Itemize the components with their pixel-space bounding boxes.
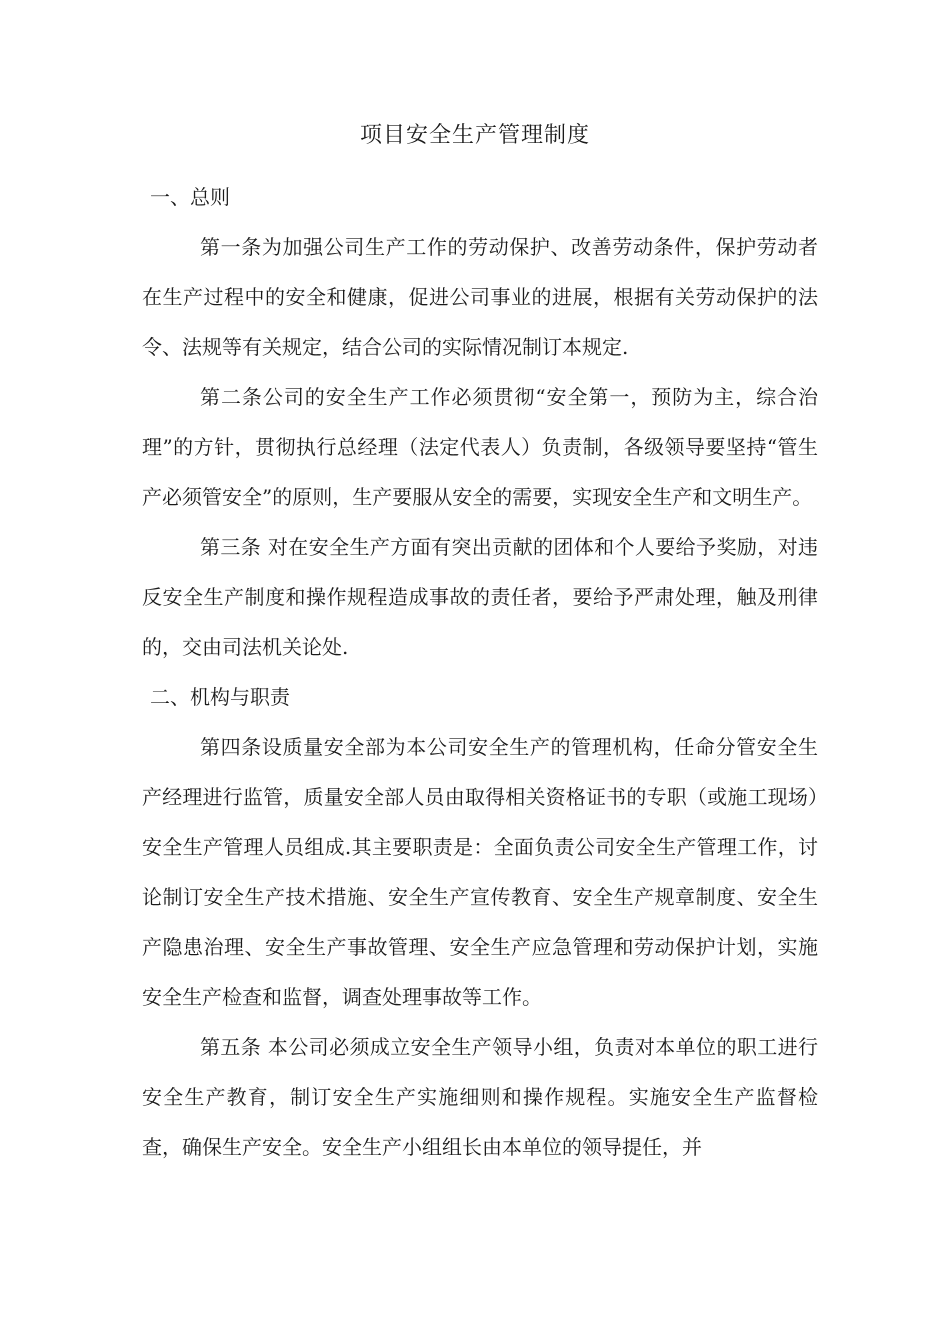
document-title: 项目安全生产管理制度: [359, 123, 590, 148]
article-5-paragraph: 第五条 本公司必须成立安全生产领导小组，负责对本单位的职工进行安全生产教育，制订安全生产实施细则和操作规程。实施安全生产监督检查，确保生产安全。安全生产小组组长由本单位的领导提任，并: [142, 1035, 818, 1159]
article-2-paragraph: 第二条公司的安全生产工作必须贯彻“安全第一，预防为主，综合治理”的方针，贯彻执行总经理（法定代表人）负责制，各级领导要坚持“管生产必须管安全”的原则，生产要服从安全的需要，实现安全生产和文明生产。: [142, 385, 818, 509]
section-heading-general: 一、总则: [150, 185, 230, 209]
document-body: [142, 172, 818, 1172]
section-heading-organization: 二、机构与职责: [150, 685, 290, 709]
article-1-paragraph: 第一条为加强公司生产工作的劳动保护、改善劳动条件，保护劳动者在生产过程中的安全和健康，促进公司事业的进展，根据有关劳动保护的法令、法规等有关规定，结合公司的实际情况制订本规定.: [142, 235, 818, 359]
article-3-paragraph: 第三条 对在安全生产方面有突出贡献的团体和个人要给予奖励，对违反安全生产制度和操作规程造成事故的责任者，要给予严肃处理，触及刑律的，交由司法机关论处.: [142, 535, 818, 659]
article-4-paragraph: 第四条设质量安全部为本公司安全生产的管理机构，任命分管安全生产经理进行监管，质量安全部人员由取得相关资格证书的专职（或施工现场）安全生产管理人员组成.其主要职责是：全面负责公司安全生产管理工作，讨论制订安全生产技术措施、安全生产宣传教育、安全生产规章制度、安全生产隐患治理、安全生产事故管理、安全生产应急管理和劳动保护计划，实施安全生产检查和监督，调查处理事故等工作。: [142, 735, 818, 1009]
